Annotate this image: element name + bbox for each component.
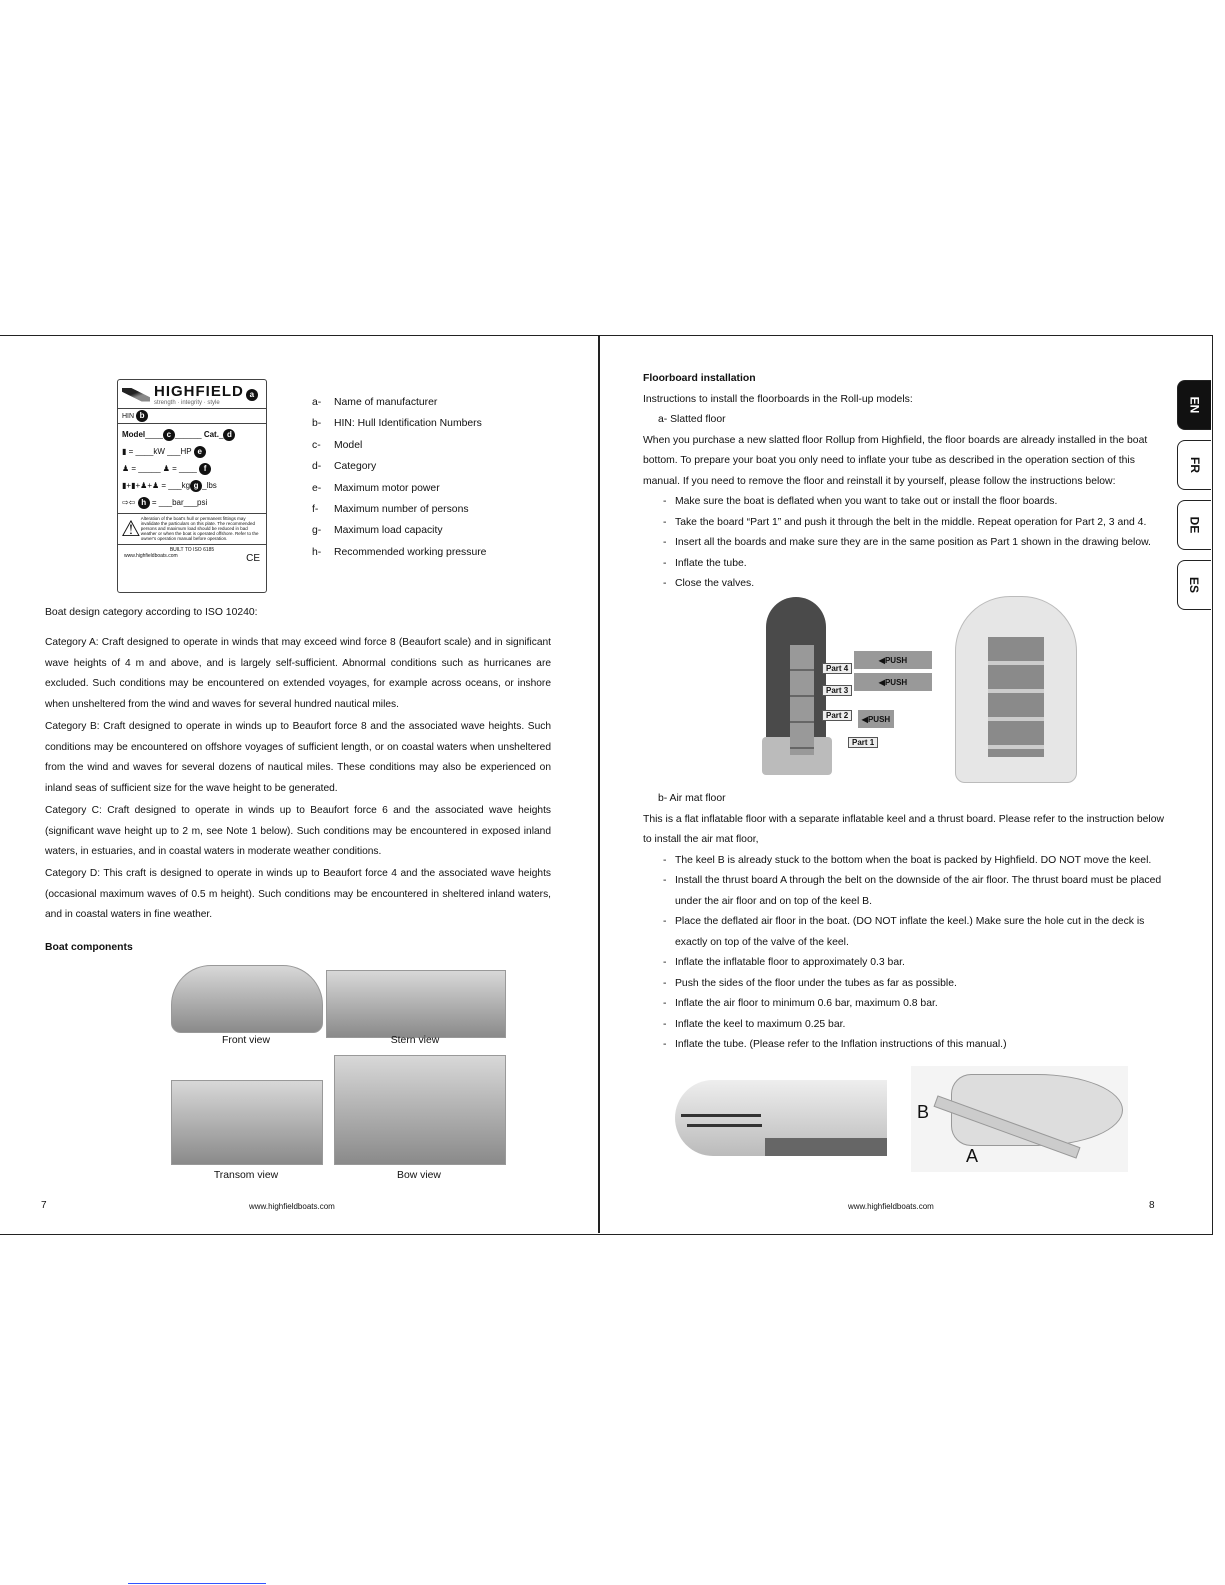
legend-item: [312, 461, 486, 482]
legend-item: [312, 504, 486, 525]
floorboard-heading: Floorboard installation: [643, 373, 756, 384]
page-number-right: 8: [1149, 1200, 1155, 1211]
language-tab-fr[interactable]: [1177, 440, 1211, 490]
plate-kg: kg: [181, 481, 191, 490]
push-arrow: ◀ PUSH: [854, 651, 932, 669]
slatted-floor-text: When you purchase a new slatted floor Rollup from Highfield, the floor boards are already installed in the boat bottom. To prepare your boat you only need to inflate your tube as described in the operation section of this manual. If you need to remove the floor and reinstall it by yourself, please follow the instructions below:: [643, 434, 1148, 487]
part-label: Part 1: [848, 737, 878, 748]
step-item: - Inflate the keel to maximum 0.25 bar.: [663, 1015, 1168, 1036]
push-label: PUSH: [884, 655, 908, 665]
label-keel-b: B: [917, 1102, 930, 1122]
legend-key: c-: [312, 439, 321, 451]
footer-url-left[interactable]: www.highfieldboats.com: [249, 1202, 335, 1211]
marker-d: d: [223, 429, 235, 441]
legend-value: Category: [334, 461, 377, 473]
legend-item: [312, 397, 486, 418]
highfield-logo-icon: [122, 388, 150, 402]
stern-view-photo: [326, 970, 506, 1038]
transom-view-photo: [171, 1080, 323, 1165]
legend-value: HIN: Hull Identification Numbers: [334, 418, 482, 430]
tab-label: DE: [1187, 516, 1202, 534]
legend-key: h-: [312, 546, 322, 558]
marker-b: b: [136, 410, 148, 422]
push-arrow: ◀ PUSH: [858, 710, 894, 728]
hull-identification-plate: HIGHFIELD strength · integrity · style a HIN b Model____ c ______ Cat._ d ▮ = ____kW ___HP e ♟ = _____ ♟ = ____ f ▮+▮+♟+♟ = ___kg g _lbs ⇨⇦ h = ___bar___psi ⚠ Alteration of the boat's hull or permanent fittings may invalidate the particulars on this plate. The recommended persons and maximum load should be reduced in bad weather or when the boat is operated offshore. Refer to the owner's operation manual before operation. BUILT TO ISO 6185 www.highfieldboats.com CE: [117, 379, 267, 593]
tab-label: EN: [1187, 396, 1202, 414]
ce-mark: CE: [246, 553, 260, 564]
step-item: - Install the thrust board A through the belt on the downside of the air floor. The thrust board must be placed under the air floor and on top of the keel B.: [663, 871, 1168, 912]
plate-legend: [312, 397, 486, 568]
footer-url-right[interactable]: www.highfieldboats.com: [848, 1202, 934, 1211]
caption-stern-view: Stern view: [390, 1035, 440, 1046]
caption-front-view: Front view: [222, 1035, 270, 1046]
legend-key: f-: [312, 503, 319, 515]
airmat-text: This is a flat inflatable floor with a separate inflatable keel and a thrust board. Please refer to the instruction below to install the air mat floor,: [643, 813, 1164, 845]
legend-value: Maximum motor power: [334, 482, 440, 494]
push-arrow: ◀ PUSH: [854, 673, 932, 691]
tab-label: ES: [1187, 576, 1202, 594]
legend-value: Recommended working pressure: [334, 546, 487, 558]
plate-hin: HIN: [122, 413, 135, 420]
legend-value: Maximum load capacity: [334, 525, 443, 537]
step-item: - Inflate the inflatable floor to approximately 0.3 bar.: [663, 953, 1168, 974]
slatted-steps-list: [643, 492, 1163, 595]
step-item: - Inflate the tube.: [663, 554, 1163, 575]
marker-g: g: [190, 480, 202, 492]
slatted-floor-heading: a- Slatted floor: [658, 414, 726, 425]
part-label: Part 3: [822, 685, 852, 696]
plate-bar: bar: [172, 498, 184, 507]
airmat-heading: b- Air mat floor: [658, 793, 726, 804]
tab-label: FR: [1187, 457, 1202, 473]
legend-item: [312, 418, 486, 439]
step-item: - Close the valves.: [663, 574, 1163, 595]
legend-item: [312, 440, 486, 461]
legend-key: d-: [312, 461, 322, 473]
page-divider: [598, 335, 600, 1233]
marker-a: a: [246, 389, 258, 401]
legend-value: Model: [334, 439, 363, 451]
step-item: - Push the sides of the floor under the tubes as far as possible.: [663, 974, 1168, 995]
legend-key: g-: [312, 525, 322, 537]
marker-c: c: [163, 429, 175, 441]
step-item: - Place the deflated air floor in the boat. (DO NOT inflate the keel.) Make sure the hole cut in the deck is exactly on top of the valve of the keel.: [663, 912, 1168, 953]
design-category-heading: Boat design category according to ISO 10240:: [45, 607, 258, 618]
plate-lbs: lbs: [206, 481, 217, 490]
step-item: - Make sure the boat is deflated when you want to take out or install the floor boards.: [663, 492, 1163, 513]
legend-key: a-: [312, 397, 322, 408]
plate-model: Model: [122, 430, 146, 439]
plate-built: BUILT TO ISO 6185: [118, 544, 266, 553]
page-number-left: 7: [41, 1200, 47, 1211]
warning-triangle-icon: ⚠: [121, 516, 141, 541]
category-b-text: Category B: Craft designed to operate in winds up to Beaufort force 8 and the associated wave heights. Such conditions may be encountered on offshore voyages of sufficient length, or on coastal waters when unsheltered from the wind and waves for several dozens of nautical miles. These conditions may also be experienced on inland seas of sufficient size for the wave height to be generated.: [45, 721, 551, 794]
push-label: PUSH: [867, 714, 891, 724]
floorboard-intro: Instructions to install the floorboards in the Roll-up models:: [643, 393, 913, 405]
marker-f: f: [199, 463, 211, 475]
link-underline: [128, 1583, 266, 1584]
airmat-section: [643, 789, 1168, 1056]
category-d-text: Category D: This craft is designed to operate in winds up to Beaufort force 4 and the associated wave heights (occasional maximum waves of 0.5 m height). Such conditions may be encountered in sheltered inland waters, and in coastal waters in fine weather.: [45, 868, 551, 920]
floorboards: [790, 645, 814, 755]
label-thrust-board-a: A: [966, 1146, 979, 1166]
boat-top-view-photo: [955, 596, 1077, 783]
language-tab-en[interactable]: [1177, 380, 1211, 430]
slatted-floor-diagram: [762, 597, 932, 777]
marker-e: e: [194, 446, 206, 458]
step-item: - Inflate the air floor to minimum 0.6 bar, maximum 0.8 bar.: [663, 994, 1168, 1015]
legend-item: [312, 547, 486, 568]
airfloor-keel-drawing: [911, 1066, 1128, 1172]
airmat-steps-list: [643, 851, 1168, 1056]
tube-keel-photo: [675, 1080, 887, 1156]
caption-transom-view: Transom view: [213, 1170, 279, 1181]
legend-item: [312, 525, 486, 546]
step-item: - The keel B is already stuck to the bottom when the boat is packed by Highfield. DO NOT move the keel.: [663, 851, 1168, 872]
step-item: - Take the board “Part 1” and push it through the belt in the middle. Repeat operation for Part 2, 3 and 4.: [663, 513, 1163, 534]
boat-components-heading: Boat components: [45, 942, 133, 953]
plate-site: www.highfieldboats.com: [124, 553, 178, 559]
plate-tagline: strength · integrity · style: [154, 400, 220, 406]
step-item: - Inflate the tube. (Please refer to the Inflation instructions of this manual.): [663, 1035, 1168, 1056]
category-a-text: Category A: Craft designed to operate in winds that may exceed wind force 8 (Beaufort scale) and in significant wave heights of 4 m and above, and is largely self-sufficient. Abnormal conditions such as hurricanes are excluded. Such conditions may be encountered on extended voyages, for example across oceans, or inshore when unsheltered from the wind and waves for several hundred nautical miles.: [45, 637, 551, 710]
floorboard-section: [643, 369, 1163, 595]
bow-view-photo: [334, 1055, 506, 1165]
legend-value: Maximum number of persons: [334, 503, 469, 515]
plate-kw: kW: [153, 447, 165, 456]
marker-h: h: [138, 497, 150, 509]
language-tab-de[interactable]: [1177, 500, 1211, 550]
plate-psi: psi: [197, 498, 208, 507]
front-view-photo: [171, 965, 323, 1033]
legend-key: b-: [312, 418, 322, 430]
step-item: - Insert all the boards and make sure they are in the same position as Part 1 shown in the drawing below.: [663, 533, 1163, 554]
plate-cat: Cat.: [203, 430, 219, 439]
plate-hp: HP: [180, 447, 192, 456]
language-tab-es[interactable]: [1177, 560, 1211, 610]
plate-brand: HIGHFIELD: [154, 383, 244, 400]
legend-value: Name of manufacturer: [334, 397, 438, 408]
legend-key: e-: [312, 482, 322, 494]
part-label: Part 4: [822, 663, 852, 674]
category-c-text: Category C: Craft designed to operate in winds up to Beaufort force 6 and the associated wave heights (significant wave height up to 2 m, see Note 1 below). Such conditions may be encountered in exposed inland waters, in estuaries, and in coastal waters in moderate weather conditions.: [45, 805, 551, 857]
legend-item: [312, 483, 486, 504]
push-label: PUSH: [884, 677, 908, 687]
plate-warning: Alteration of the boat's hull or permanent fittings may invalidate the particulars on this plate. The recommended persons and maximum load should be reduced in bad weather or when the boat is operated offshore. Refer to the owner's operation manual before operation.: [140, 516, 259, 541]
part-label: Part 2: [822, 710, 852, 721]
caption-bow-view: Bow view: [397, 1170, 441, 1181]
